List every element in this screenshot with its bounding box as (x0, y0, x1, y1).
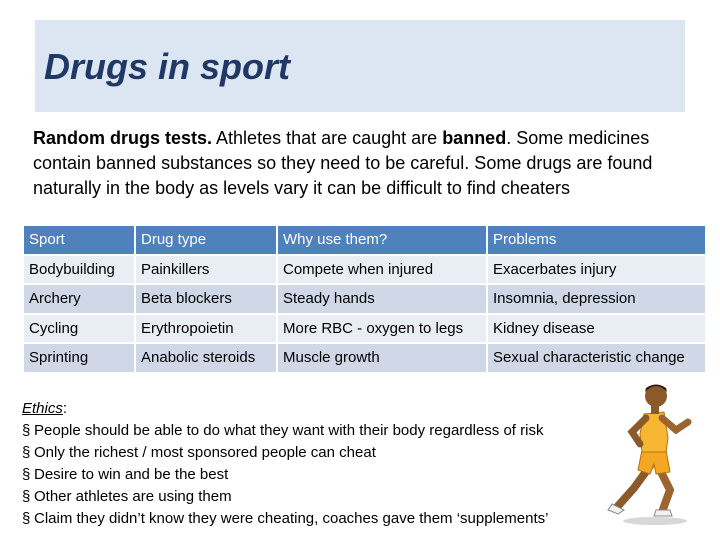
table-cell: Bodybuilding (23, 255, 135, 285)
list-item (22, 464, 622, 486)
header-drug-type: Drug type (135, 225, 277, 255)
list-item-text: Desire to win and be the best (34, 466, 229, 483)
table-cell: Anabolic steroids (135, 343, 277, 373)
list-item-text: Other athletes are using them (34, 488, 232, 505)
table-cell: Painkillers (135, 255, 277, 285)
bullet-icon: § (22, 488, 31, 505)
table-cell: Sprinting (23, 343, 135, 373)
intro-text-1: Athletes that are caught are (212, 128, 443, 148)
table-cell: Compete when injured (277, 255, 487, 285)
header-problems: Problems (487, 225, 706, 255)
bullet-icon: § (22, 510, 31, 527)
ethics-colon: : (62, 400, 68, 417)
list-item (22, 486, 622, 508)
table-cell: Exacerbates injury (487, 255, 706, 285)
list-item-text: Only the richest / most sponsored people can cheat (34, 444, 376, 461)
table-row (23, 343, 706, 373)
title-banner (35, 20, 685, 112)
header-why: Why use them? (277, 225, 487, 255)
list-item (22, 508, 622, 530)
intro-bold-word: banned (442, 128, 507, 148)
intro-paragraph (33, 126, 703, 201)
header-sport: Sport (23, 225, 135, 255)
intro-text-2: . Some medicines contain banned substances so they need to be careful. Some drugs are found naturally in the body as levels vary it can be difficult to find cheaters (33, 128, 653, 198)
slide-title: Drugs in sport (44, 46, 291, 87)
ethics-heading: Ethics (22, 400, 63, 417)
table-cell: Insomnia, depression (487, 284, 706, 314)
table-header-row (23, 225, 706, 255)
list-item (22, 420, 622, 442)
list-item (22, 442, 622, 464)
table-cell: Archery (23, 284, 135, 314)
running-athlete-icon (600, 378, 710, 528)
list-item-text: Claim they didn’t know they were cheating, coaches gave them ‘supplements’ (34, 510, 549, 527)
table-cell: Cycling (23, 314, 135, 344)
drugs-table (22, 224, 707, 374)
list-item-text: People should be able to do what they want with their body regardless of risk (34, 422, 544, 439)
bullet-icon: § (22, 466, 31, 483)
bullet-icon: § (22, 422, 31, 439)
table-cell: Steady hands (277, 284, 487, 314)
table-cell: Kidney disease (487, 314, 706, 344)
ethics-list (22, 420, 622, 530)
table-row (23, 255, 706, 285)
bullet-icon: § (22, 444, 31, 461)
table-cell: Erythropoietin (135, 314, 277, 344)
table-cell: Beta blockers (135, 284, 277, 314)
ethics-section (22, 398, 622, 530)
table-row (23, 284, 706, 314)
ethics-heading-line (22, 398, 622, 420)
table-cell: More RBC - oxygen to legs (277, 314, 487, 344)
table-cell: Sexual characteristic change (487, 343, 706, 373)
table-row (23, 314, 706, 344)
table-cell: Muscle growth (277, 343, 487, 373)
intro-lead: Random drugs tests. (33, 128, 213, 148)
